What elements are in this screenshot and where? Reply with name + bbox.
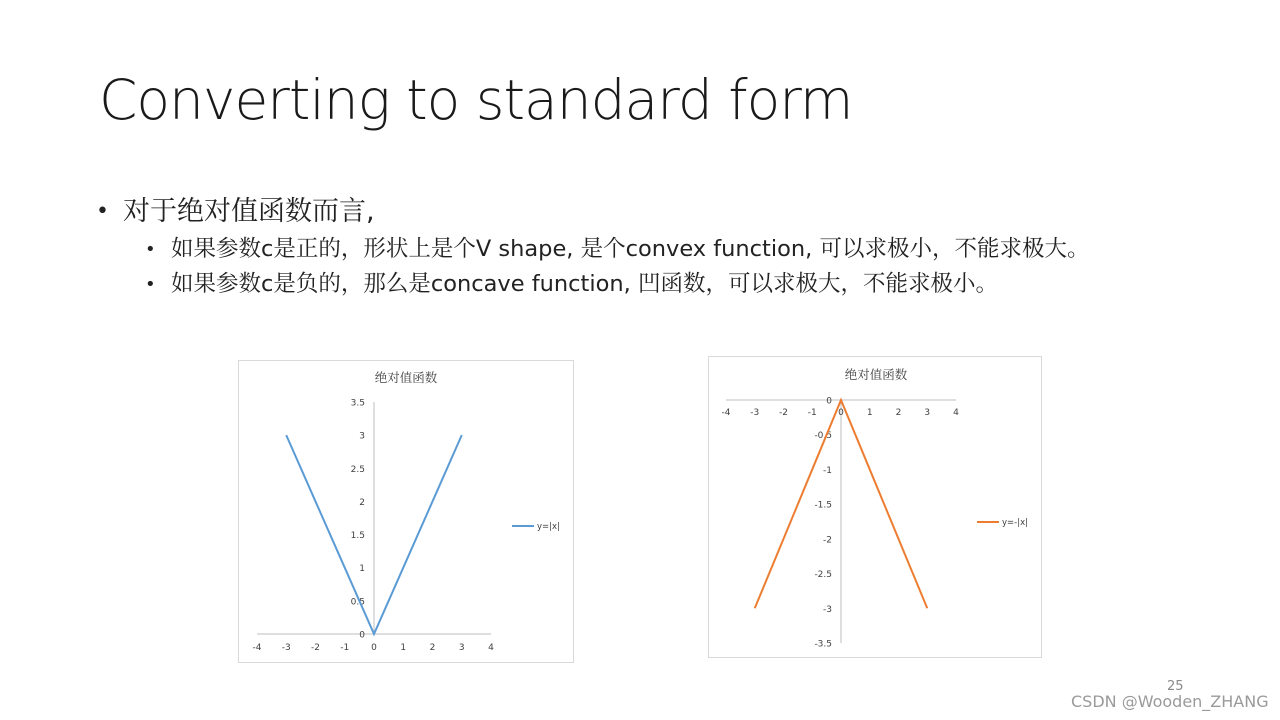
chart2-y-tick-label: -3.5 [814,639,832,650]
chart-abs-negative [708,356,1042,658]
chart1-y-tick-label: 3 [359,431,365,442]
chart2-y-tick-label: -2.5 [814,570,832,581]
sub-bullet-concave: • 如果参数c是负的，那么是concave function, 凹函数，可以求极大，不能求极小。 [96,267,1089,302]
chart2-x-tick-label: 0 [838,408,844,418]
chart2-x-tick-label: -4 [721,408,731,418]
chart-abs-negative-svg [709,357,1041,657]
sub-bullet-list [96,232,1089,302]
chart1-y-tick-label: 2 [359,497,365,508]
chart2-legend-label: y=-|x| [1002,518,1028,528]
chart1-x-tick-label: -3 [281,643,291,653]
chart1-y-tick-label: 3.5 [350,398,365,409]
chart2-y-tick-label: -0.5 [814,431,832,442]
chart2-x-tick-label: 4 [953,408,959,418]
chart1-y-tick-label: 1 [359,564,365,575]
chart-abs-positive-svg [239,361,573,662]
chart2-title: 绝对值函数 [844,367,908,382]
bullet-main [96,192,1089,232]
chart2-x-tick-label: -1 [807,408,817,418]
chart1-y-tick-label: 2.5 [350,464,365,475]
chart-abs-positive [238,360,574,663]
chart1-legend-label: y=|x| [537,522,560,532]
chart2-y-tick-label: -1 [823,465,832,476]
chart2-y-tick-label: -1.5 [814,500,832,511]
chart1-x-tick-label: 0 [371,643,377,653]
sub-bullet-container [96,232,1089,302]
chart2-y-tick-label: -3 [823,604,832,615]
chart2-y-tick-label: -2 [823,535,832,546]
page-number: 25 [1167,679,1184,694]
chart2-y-tick-label: 0 [826,396,832,407]
chart1-title: 绝对值函数 [374,370,438,385]
chart1-y-tick-label: 0 [359,630,365,641]
watermark: CSDN @Wooden_ZHANG [1071,692,1269,711]
chart1-y-tick-label: 0.5 [350,597,365,608]
bullet-list [96,192,1089,302]
chart1-x-tick-label: 4 [488,643,494,653]
chart1-x-tick-label: -4 [252,643,262,653]
chart1-x-tick-label: -2 [311,643,320,653]
chart1-x-tick-label: 1 [400,643,407,653]
slide-title: Converting to standard form [99,68,853,132]
chart2-x-tick-label: -3 [750,408,760,418]
chart2-x-tick-label: 1 [866,408,873,418]
chart2-x-tick-label: 2 [895,408,902,418]
chart1-y-tick-label: 1.5 [350,531,365,542]
chart1-x-tick-label: 2 [429,643,436,653]
chart2-x-tick-label: 3 [924,408,931,418]
chart2-x-tick-label: -2 [779,408,788,418]
bullet-main-text: 对于绝对值函数而言, [123,196,375,227]
sub-bullet-convex: • 如果参数c是正的，形状上是个V shape, 是个convex function, 可以求极小，不能求极大。 [96,232,1089,267]
chart1-x-tick-label: 3 [458,643,465,653]
chart1-x-tick-label: -1 [340,643,350,653]
